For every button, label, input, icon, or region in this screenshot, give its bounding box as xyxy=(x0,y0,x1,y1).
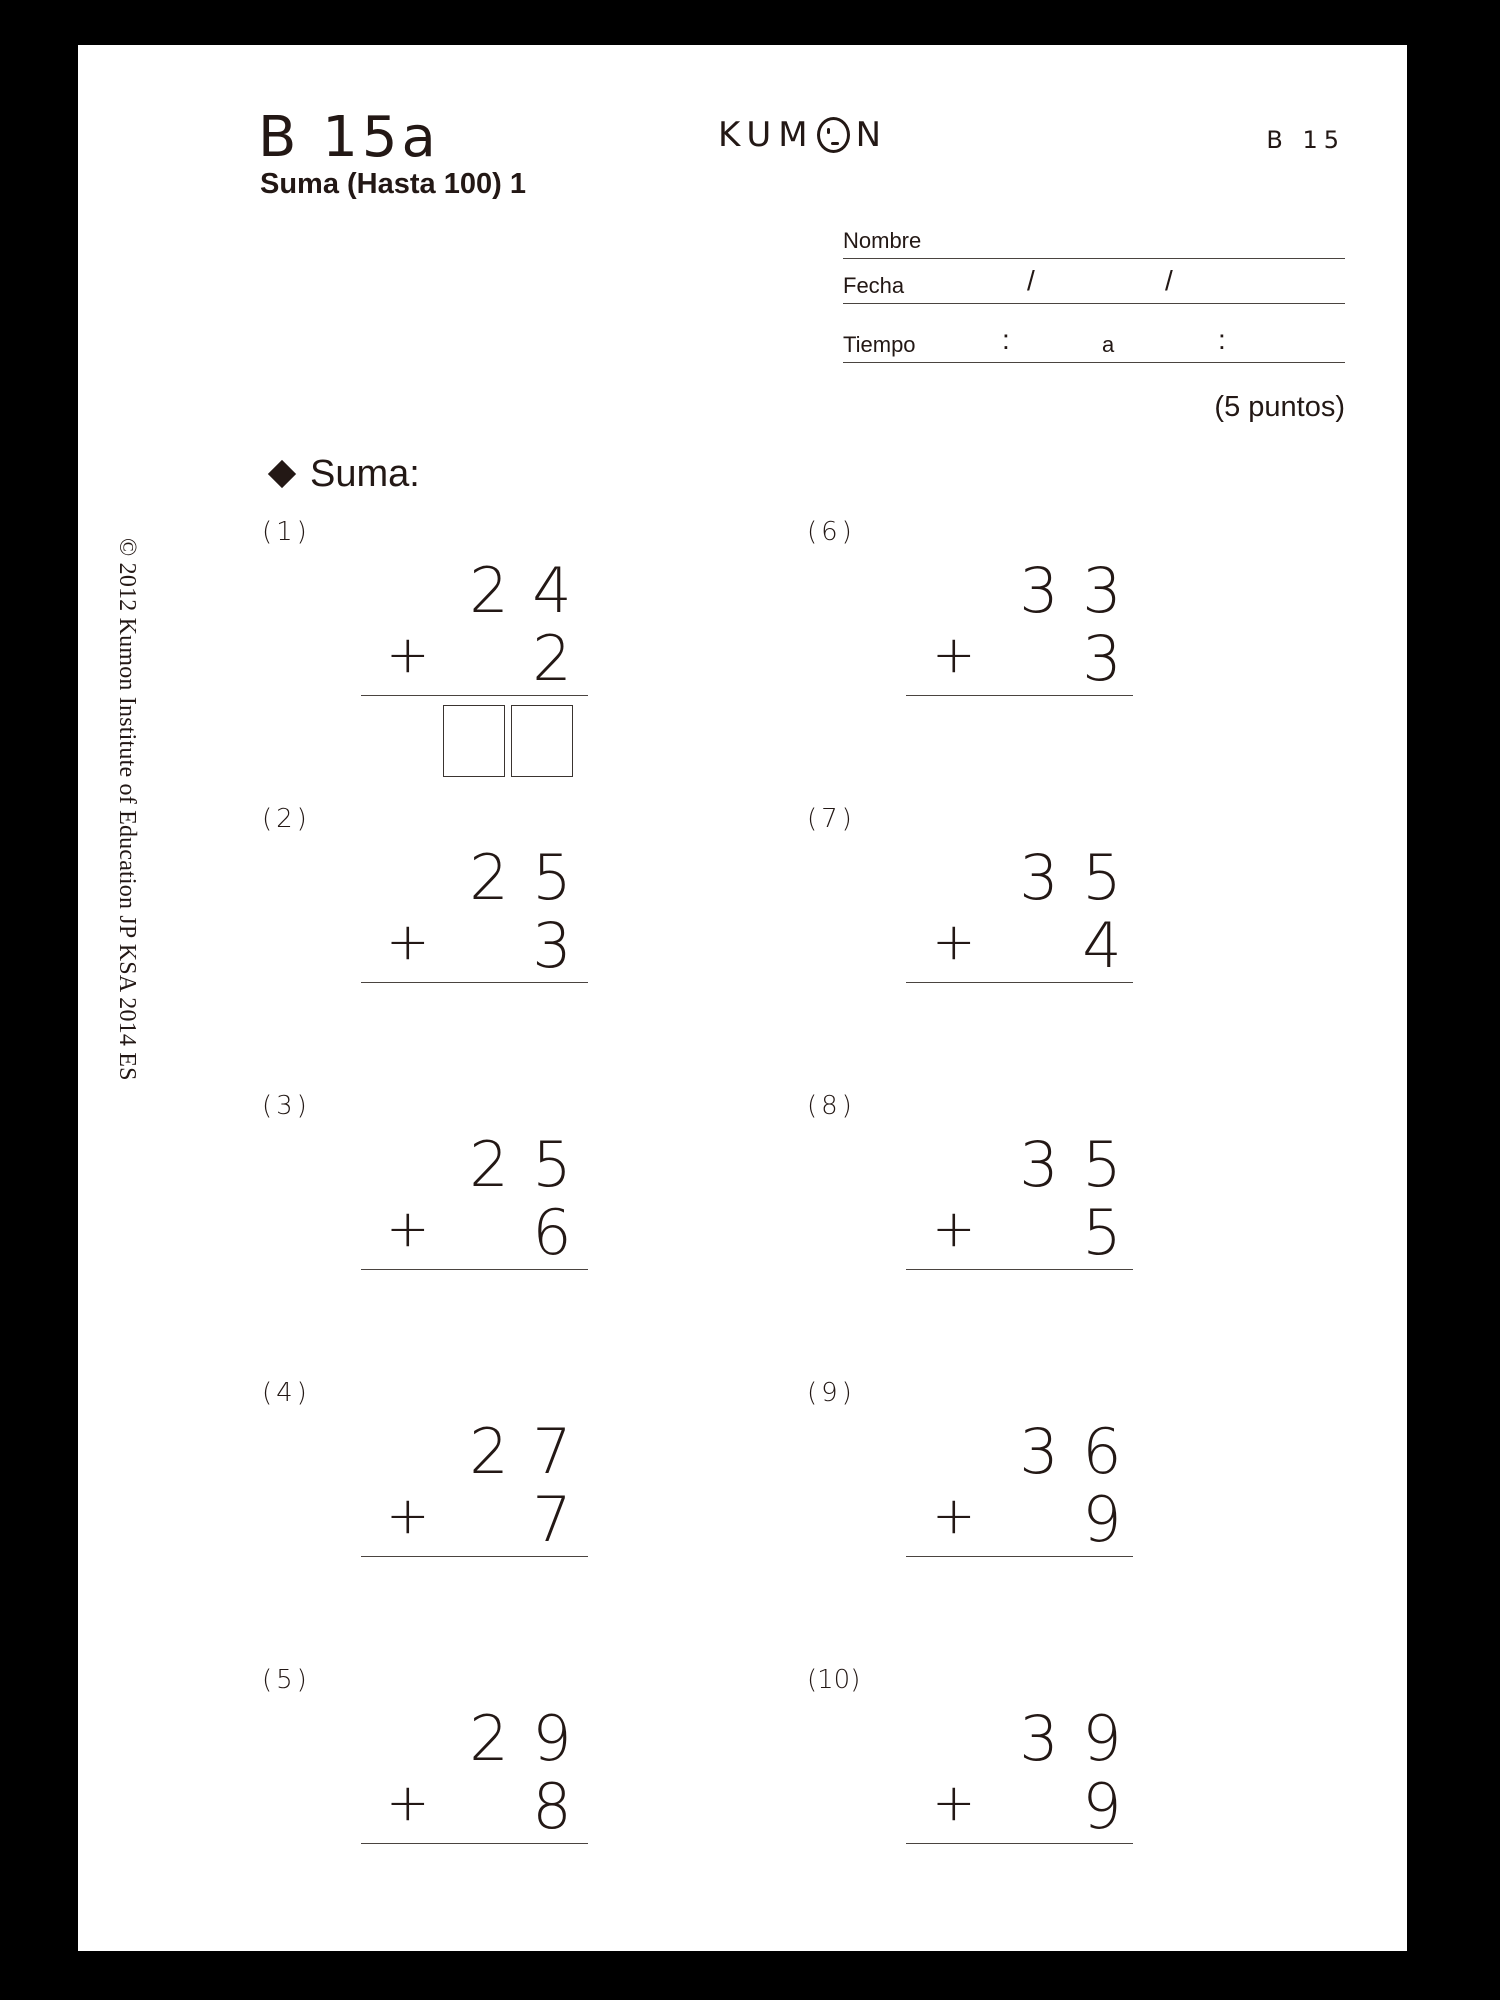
top-tens-digit: 2 xyxy=(469,1702,509,1775)
top-tens-digit: 3 xyxy=(1019,1702,1059,1775)
problem-5 xyxy=(262,1665,622,1925)
problem-2 xyxy=(262,804,622,1064)
problem-number: (9) xyxy=(807,1378,856,1408)
problem-number: (1) xyxy=(262,517,311,547)
addend-digit: 7 xyxy=(532,1483,572,1556)
plus-sign: + xyxy=(932,625,976,685)
top-ones-digit: 9 xyxy=(1082,1702,1122,1775)
problem-8 xyxy=(807,1091,1167,1351)
top-tens-digit: 3 xyxy=(1019,1128,1059,1201)
kumon-logo xyxy=(718,117,888,153)
diamond-icon xyxy=(268,460,296,488)
time-to-label: a xyxy=(1102,332,1115,357)
time-label: Tiempo xyxy=(843,332,916,357)
sum-line xyxy=(906,1556,1133,1557)
top-tens-digit: 3 xyxy=(1019,554,1059,627)
top-ones-digit: 9 xyxy=(532,1702,572,1775)
plus-sign: + xyxy=(932,1199,976,1259)
top-tens-digit: 2 xyxy=(469,554,509,627)
sum-line xyxy=(361,982,588,983)
sum-line xyxy=(906,1269,1133,1270)
addend-digit: 9 xyxy=(1082,1483,1122,1556)
time-separator: : xyxy=(1218,324,1226,355)
sum-line xyxy=(361,1843,588,1844)
top-tens-digit: 2 xyxy=(469,1128,509,1201)
points-label: (5 puntos) xyxy=(1214,391,1345,423)
smiley-face-o-icon xyxy=(817,117,850,153)
sum-line xyxy=(361,695,588,696)
problem-1 xyxy=(262,517,622,777)
problem-4 xyxy=(262,1378,622,1638)
plus-sign: + xyxy=(932,1773,976,1833)
sum-line xyxy=(906,982,1133,983)
top-ones-digit: 5 xyxy=(532,1128,572,1201)
top-ones-digit: 5 xyxy=(1082,1128,1122,1201)
addend-digit: 6 xyxy=(532,1196,572,1269)
worksheet-page xyxy=(78,45,1407,1951)
plus-sign: + xyxy=(386,1486,430,1546)
top-tens-digit: 3 xyxy=(1019,841,1059,914)
date-separator: / xyxy=(1027,265,1035,296)
top-ones-digit: 7 xyxy=(532,1415,572,1488)
top-tens-digit: 2 xyxy=(469,841,509,914)
date-label: Fecha xyxy=(843,273,905,298)
instruction xyxy=(266,455,420,493)
addend-digit: 8 xyxy=(532,1770,572,1843)
problem-number: (4) xyxy=(262,1378,311,1408)
problem-number: (6) xyxy=(807,517,856,547)
time-field[interactable] xyxy=(843,317,1345,363)
answer-box-tens[interactable] xyxy=(443,705,505,777)
logo-text-right: N xyxy=(855,115,889,155)
worksheet-code: B 15a xyxy=(258,105,440,170)
problem-number: (10) xyxy=(807,1665,861,1695)
problem-number: (8) xyxy=(807,1091,856,1121)
instruction-text: Suma: xyxy=(310,453,420,495)
problem-9 xyxy=(807,1378,1167,1638)
top-ones-digit: 5 xyxy=(532,841,572,914)
top-ones-digit: 6 xyxy=(1082,1415,1122,1488)
addend-digit: 9 xyxy=(1082,1770,1122,1843)
copyright-notice: © 2012 Kumon Institute of Education JP KSA 2014 ES xyxy=(114,538,140,1081)
sum-line xyxy=(361,1556,588,1557)
problem-10 xyxy=(807,1665,1167,1925)
time-separator: : xyxy=(1002,324,1010,355)
problem-7 xyxy=(807,804,1167,1064)
top-tens-digit: 3 xyxy=(1019,1415,1059,1488)
logo-text-left: KUM xyxy=(718,115,815,155)
top-ones-digit: 4 xyxy=(532,554,572,627)
sum-line xyxy=(906,695,1133,696)
plus-sign: + xyxy=(386,625,430,685)
plus-sign: + xyxy=(932,912,976,972)
top-ones-digit: 3 xyxy=(1082,554,1122,627)
page-code: B 15 xyxy=(1266,126,1345,154)
problem-number: (2) xyxy=(262,804,311,834)
name-label: Nombre xyxy=(843,228,922,253)
top-ones-digit: 5 xyxy=(1082,841,1122,914)
date-field[interactable] xyxy=(843,258,1345,304)
addend-digit: 5 xyxy=(1082,1196,1122,1269)
plus-sign: + xyxy=(386,1773,430,1833)
date-separator: / xyxy=(1165,265,1173,296)
problem-number: (5) xyxy=(262,1665,311,1695)
addend-digit: 2 xyxy=(532,622,572,695)
name-field[interactable] xyxy=(843,213,1345,259)
answer-box-ones[interactable] xyxy=(511,705,573,777)
problem-number: (7) xyxy=(807,804,856,834)
addend-digit: 3 xyxy=(532,909,572,982)
worksheet-subtitle: Suma (Hasta 100) 1 xyxy=(260,168,526,200)
sum-line xyxy=(906,1843,1133,1844)
plus-sign: + xyxy=(932,1486,976,1546)
plus-sign: + xyxy=(386,912,430,972)
sum-line xyxy=(361,1269,588,1270)
plus-sign: + xyxy=(386,1199,430,1259)
addend-digit: 4 xyxy=(1082,909,1122,982)
problem-number: (3) xyxy=(262,1091,311,1121)
problem-3 xyxy=(262,1091,622,1351)
addend-digit: 3 xyxy=(1082,622,1122,695)
problem-6 xyxy=(807,517,1167,777)
top-tens-digit: 2 xyxy=(469,1415,509,1488)
